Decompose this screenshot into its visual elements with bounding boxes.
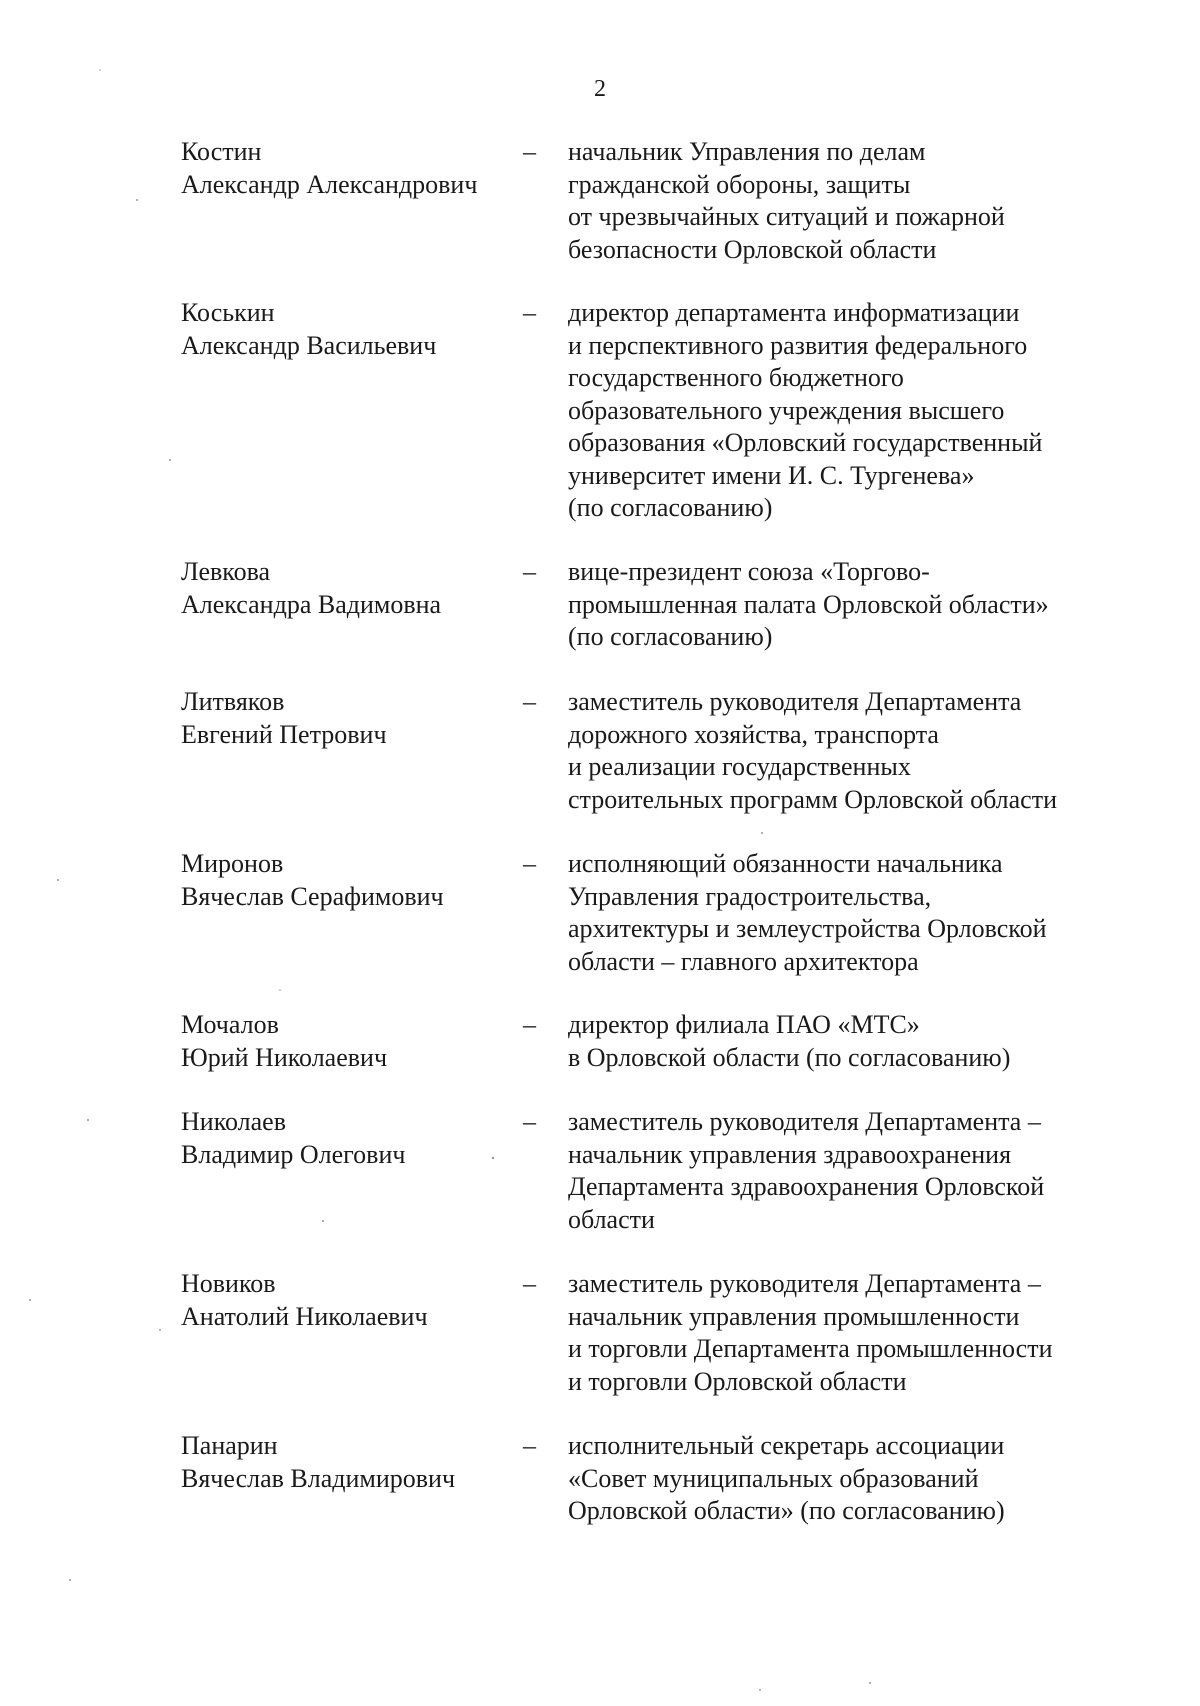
- member-position: [568, 297, 1128, 525]
- position-line: государственного бюджетного: [568, 363, 904, 392]
- member-position: [568, 686, 1128, 816]
- position-line: архитектуры и землеустройства Орловской: [568, 914, 1047, 943]
- position-line: начальник управления промышленности: [568, 1301, 1020, 1331]
- member-surname: Коськин: [181, 298, 275, 327]
- position-line: (по согласованию): [568, 493, 773, 522]
- member-name: [181, 1430, 511, 1495]
- member-name: [181, 1009, 511, 1074]
- position-line: гражданской обороны, защиты: [568, 169, 911, 199]
- position-line: «Совет муниципальных образований: [568, 1463, 979, 1493]
- position-line: исполнительный секретарь ассоциации: [568, 1431, 1005, 1460]
- position-line: области – главного архитектора: [568, 946, 919, 976]
- position-line: Орловской области» (по согласованию): [568, 1496, 1005, 1525]
- member-surname: Новиков: [181, 1269, 276, 1298]
- position-line: дорожного хозяйства, транспорта: [568, 719, 939, 749]
- member-given-names: Владимир Олегович: [181, 1139, 406, 1169]
- position-line: образования «Орловский государственный: [568, 428, 1043, 457]
- member-given-names: Вячеслав Владимирович: [181, 1463, 456, 1493]
- member-given-names: Анатолий Николаевич: [181, 1301, 428, 1331]
- member-surname: Левкова: [181, 557, 271, 586]
- dash-separator: –: [523, 1431, 536, 1460]
- position-line: промышленная палата Орловской области»: [568, 589, 1049, 619]
- position-line: заместитель руководителя Департамента –: [568, 1269, 1041, 1298]
- position-line: заместитель руководителя Департамента –: [568, 1107, 1041, 1136]
- member-name: [181, 297, 511, 362]
- member-position: [568, 1106, 1128, 1236]
- position-line: безопасности Орловской области: [568, 234, 937, 264]
- dash-separator: –: [523, 298, 536, 327]
- position-line: области: [568, 1204, 655, 1234]
- member-name: [181, 1268, 511, 1333]
- member-name: [181, 686, 511, 751]
- member-name: [181, 556, 511, 621]
- dash-separator: –: [523, 1107, 536, 1136]
- position-line: заместитель руководителя Департамента: [568, 687, 1022, 716]
- member-surname: Литвяков: [181, 687, 285, 716]
- member-name: [181, 848, 511, 913]
- dash-separator: –: [523, 1269, 536, 1298]
- position-line: и торговли Орловской области: [568, 1366, 907, 1396]
- position-line: и торговли Департамента промышленности: [568, 1334, 1053, 1363]
- member-position: [568, 1430, 1128, 1528]
- position-line: от чрезвычайных ситуаций и пожарной: [568, 202, 1005, 231]
- position-line: в Орловской области (по согласованию): [568, 1042, 1011, 1072]
- member-given-names: Вячеслав Серафимович: [181, 881, 444, 911]
- member-name: [181, 1106, 511, 1171]
- position-line: исполняющий обязанности начальника: [568, 849, 1003, 878]
- position-line: и перспективного развития федерального: [568, 330, 1028, 360]
- page-number: 2: [594, 76, 606, 102]
- position-line: начальник Управления по делам: [568, 137, 926, 166]
- member-surname: Николаев: [181, 1107, 286, 1136]
- position-line: и реализации государственных: [568, 752, 911, 781]
- position-line: Департамента здравоохранения Орловской: [568, 1172, 1045, 1201]
- position-line: Управления градостроительства,: [568, 881, 932, 911]
- member-surname: Костин: [181, 137, 262, 166]
- member-name: [181, 136, 511, 201]
- member-given-names: Александр Васильевич: [181, 330, 437, 360]
- member-given-names: Александр Александрович: [181, 169, 478, 199]
- dash-separator: –: [523, 137, 536, 166]
- position-line: вице-президент союза «Торгово-: [568, 557, 930, 586]
- position-line: начальник управления здравоохранения: [568, 1139, 1012, 1169]
- member-surname: Миронов: [181, 849, 284, 878]
- member-surname: Панарин: [181, 1431, 278, 1460]
- member-position: [568, 1009, 1128, 1074]
- member-position: [568, 1268, 1128, 1398]
- member-given-names: Евгений Петрович: [181, 719, 387, 749]
- position-line: строительных программ Орловской области: [568, 784, 1057, 814]
- dash-separator: –: [523, 687, 536, 716]
- position-line: образовательного учреждения высшего: [568, 395, 1005, 425]
- member-position: [568, 556, 1128, 654]
- dash-separator: –: [523, 1010, 536, 1039]
- member-given-names: Юрий Николаевич: [181, 1042, 388, 1072]
- dash-separator: –: [523, 557, 536, 586]
- member-surname: Мочалов: [181, 1010, 279, 1039]
- position-line: директор департамента информатизации: [568, 298, 1020, 327]
- position-line: университет имени И. С. Тургенева»: [568, 460, 975, 490]
- member-position: [568, 848, 1128, 978]
- dash-separator: –: [523, 849, 536, 878]
- member-position: [568, 136, 1128, 266]
- position-line: директор филиала ПАО «МТС»: [568, 1010, 920, 1039]
- position-line: (по согласованию): [568, 622, 773, 651]
- member-given-names: Александра Вадимовна: [181, 589, 442, 619]
